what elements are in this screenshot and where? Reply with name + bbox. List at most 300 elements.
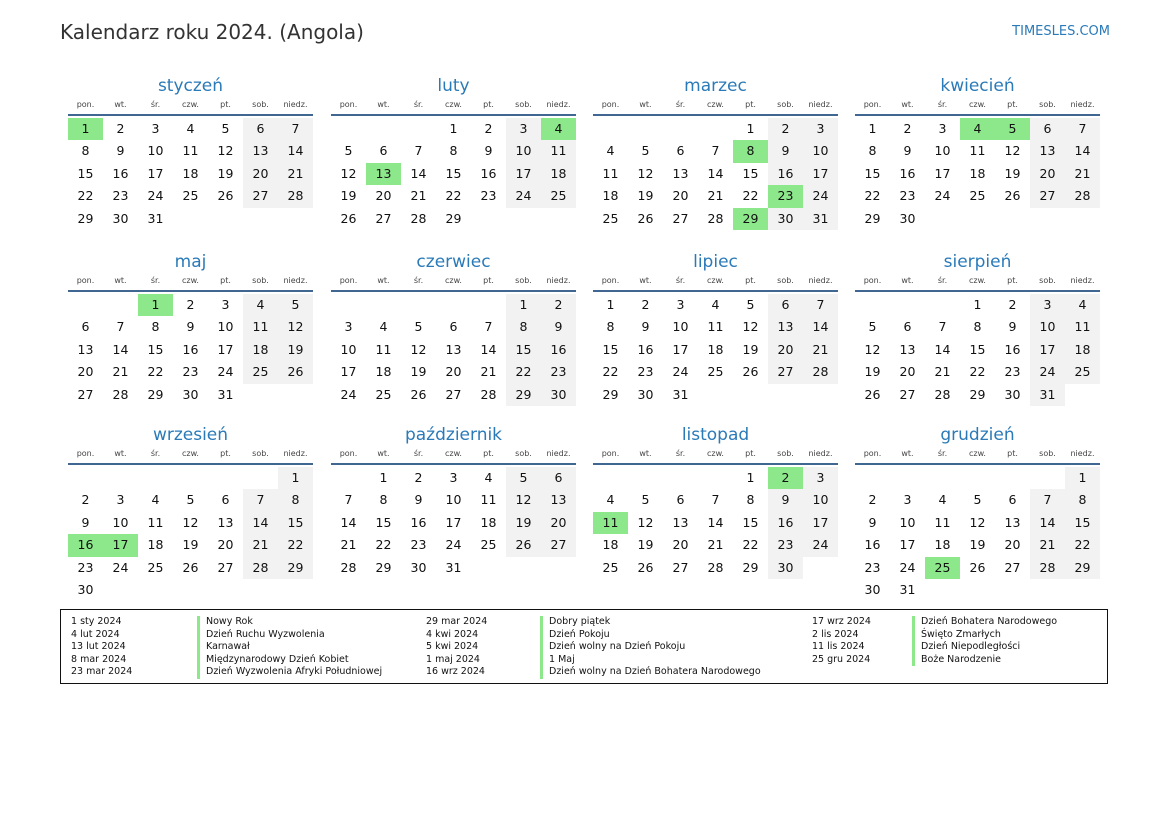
- day-cell: 5: [973, 492, 982, 508]
- day-cell: 10: [147, 143, 164, 159]
- day-grid: [68, 294, 313, 406]
- day-cell: 15: [864, 165, 881, 181]
- weekday-label: niedz.: [283, 276, 308, 285]
- weekend-day-cell: 2: [541, 294, 576, 316]
- weekend-day-cell: 14: [1030, 512, 1065, 534]
- day-cell: 21: [340, 537, 357, 553]
- weekday-label: czw.: [182, 449, 199, 458]
- weekend-day-cell: 22: [1065, 534, 1100, 556]
- holiday-name: Dzień Wyzwolenia Afryki Południowej: [197, 666, 382, 679]
- holiday-day-cell: 29: [733, 208, 768, 230]
- empty-cell: [1030, 467, 1065, 489]
- holiday-day-cell: 23: [768, 185, 803, 207]
- weekend-day-cell: 13: [1030, 140, 1065, 162]
- weekend-day-cell: 21: [243, 534, 278, 556]
- weekday-label: czw.: [182, 100, 199, 109]
- weekend-day-cell: 7: [278, 118, 313, 140]
- day-cell: 23: [1004, 364, 1021, 380]
- day-cell: 12: [1004, 143, 1021, 159]
- day-cell: 11: [182, 143, 199, 159]
- weekday-label: wt.: [377, 276, 390, 285]
- day-cell: 6: [676, 492, 685, 508]
- day-cell: 6: [221, 492, 230, 508]
- weekend-day-cell: 5: [278, 294, 313, 316]
- holiday-day-cell: 4: [541, 118, 576, 140]
- weekend-day-cell: 13: [541, 489, 576, 511]
- day-cell: 13: [217, 514, 234, 530]
- day-grid: [855, 118, 1100, 230]
- day-cell: 8: [81, 143, 90, 159]
- weekday-label: niedz.: [283, 100, 308, 109]
- day-cell: 9: [641, 319, 650, 335]
- day-cell: 20: [672, 188, 689, 204]
- day-cell: 9: [116, 143, 125, 159]
- month-calendar: [331, 423, 576, 579]
- day-cell: 27: [672, 210, 689, 226]
- day-cell: 8: [379, 492, 388, 508]
- holiday-date: 1 sty 2024: [71, 616, 122, 627]
- day-cell: 4: [606, 143, 615, 159]
- weekend-day-cell: 1: [1065, 467, 1100, 489]
- day-cell: 21: [410, 188, 427, 204]
- weekday-label: śr.: [150, 449, 161, 458]
- weekday-label: śr.: [937, 100, 948, 109]
- holiday-date: 8 mar 2024: [71, 653, 127, 665]
- empty-cell: [331, 294, 366, 316]
- day-cell: 16: [410, 514, 427, 530]
- day-cell: 24: [934, 188, 951, 204]
- empty-cell: [401, 118, 436, 140]
- weekend-day-cell: 10: [1030, 316, 1065, 338]
- day-cell: 16: [480, 165, 497, 181]
- day-cell: 1: [379, 470, 388, 485]
- day-cell: 19: [637, 537, 654, 553]
- day-cell: 31: [899, 581, 916, 597]
- weekday-label: pt.: [745, 100, 756, 109]
- holiday-date: 23 mar 2024: [71, 666, 133, 677]
- day-cell: 28: [480, 386, 497, 402]
- day-grid: [331, 294, 576, 406]
- weekday-label: pon.: [601, 276, 620, 285]
- weekday-label: czw.: [182, 276, 199, 285]
- empty-cell: [925, 467, 960, 489]
- weekday-label: czw.: [707, 100, 724, 109]
- day-cell: 8: [868, 143, 877, 159]
- weekend-day-cell: 26: [506, 534, 541, 556]
- empty-cell: [103, 467, 138, 489]
- day-grid: [855, 294, 1100, 406]
- weekday-label: niedz.: [808, 449, 833, 458]
- day-grid: [855, 467, 1100, 601]
- weekend-day-cell: 6: [243, 118, 278, 140]
- weekend-day-cell: 29: [506, 384, 541, 406]
- weekday-label: wt.: [377, 449, 390, 458]
- weekday-label: śr.: [937, 276, 948, 285]
- day-cell: 13: [445, 341, 462, 357]
- weekday-label: sob.: [777, 276, 794, 285]
- empty-cell: [173, 467, 208, 489]
- day-cell: 29: [375, 559, 392, 575]
- weekday-label: pt.: [483, 449, 494, 458]
- weekend-day-cell: 19: [506, 512, 541, 534]
- day-cell: 25: [375, 386, 392, 402]
- day-cell: 9: [414, 492, 423, 508]
- day-cell: 20: [217, 537, 234, 553]
- weekend-day-cell: 25: [541, 185, 576, 207]
- day-cell: 1: [746, 470, 755, 485]
- day-cell: 8: [151, 319, 160, 335]
- weekday-label: pon.: [601, 100, 620, 109]
- month-calendar: [593, 423, 838, 579]
- day-cell: 25: [182, 188, 199, 204]
- day-cell: 5: [186, 492, 195, 508]
- month-name: grudzień: [940, 425, 1015, 445]
- weekday-label: niedz.: [1070, 276, 1095, 285]
- holiday-day-cell: 1: [68, 118, 103, 140]
- weekend-day-cell: 24: [1030, 361, 1065, 383]
- weekend-day-cell: 23: [768, 534, 803, 556]
- month-calendar: [331, 74, 576, 230]
- weekend-day-cell: 7: [1065, 118, 1100, 140]
- weekday-label: pt.: [745, 449, 756, 458]
- day-cell: 25: [480, 537, 497, 553]
- day-cell: 13: [899, 341, 916, 357]
- weekend-day-cell: 16: [768, 163, 803, 185]
- weekend-day-cell: 28: [803, 361, 838, 383]
- empty-cell: [628, 118, 663, 140]
- empty-cell: [593, 467, 628, 489]
- day-cell: 16: [112, 165, 129, 181]
- day-cell: 31: [445, 559, 462, 575]
- day-cell: 11: [602, 165, 619, 181]
- day-cell: 16: [899, 165, 916, 181]
- weekend-day-cell: 29: [278, 557, 313, 579]
- weekday-label: sob.: [777, 100, 794, 109]
- day-cell: 3: [151, 121, 160, 136]
- day-cell: 18: [375, 364, 392, 380]
- day-cell: 14: [707, 514, 724, 530]
- day-cell: 7: [344, 492, 353, 508]
- weekday-label: wt.: [639, 276, 652, 285]
- day-cell: 12: [742, 319, 759, 335]
- day-cell: 26: [1004, 188, 1021, 204]
- day-cell: 29: [77, 210, 94, 226]
- empty-cell: [331, 118, 366, 140]
- weekend-day-cell: 3: [803, 118, 838, 140]
- day-cell: 18: [480, 514, 497, 530]
- site-link[interactable]: TIMESLES.COM: [1012, 24, 1110, 39]
- day-cell: 22: [77, 188, 94, 204]
- weekend-day-cell: 17: [803, 163, 838, 185]
- weekend-day-cell: 7: [803, 294, 838, 316]
- day-cell: 19: [969, 537, 986, 553]
- weekend-day-cell: 5: [506, 467, 541, 489]
- day-cell: 15: [742, 514, 759, 530]
- day-cell: 23: [899, 188, 916, 204]
- weekday-label: wt.: [901, 276, 914, 285]
- day-cell: 28: [934, 386, 951, 402]
- day-cell: 13: [77, 341, 94, 357]
- weekday-label: pt.: [483, 276, 494, 285]
- day-grid: [331, 118, 576, 230]
- day-cell: 12: [637, 165, 654, 181]
- weekend-day-cell: 28: [278, 185, 313, 207]
- day-cell: 15: [147, 341, 164, 357]
- weekday-label: pt.: [1007, 276, 1018, 285]
- day-cell: 20: [899, 364, 916, 380]
- weekend-day-cell: 3: [506, 118, 541, 140]
- weekday-label: pt.: [1007, 449, 1018, 458]
- day-cell: 29: [445, 210, 462, 226]
- weekday-label: czw.: [445, 449, 462, 458]
- day-cell: 3: [449, 470, 458, 485]
- weekday-label: pon.: [339, 449, 358, 458]
- day-cell: 19: [410, 364, 427, 380]
- weekday-label: sob.: [1039, 449, 1056, 458]
- day-cell: 23: [410, 537, 427, 553]
- empty-cell: [138, 467, 173, 489]
- day-cell: 15: [742, 165, 759, 181]
- weekday-label: niedz.: [1070, 100, 1095, 109]
- day-cell: 24: [899, 559, 916, 575]
- weekend-day-cell: 11: [541, 140, 576, 162]
- weekend-day-cell: 1: [506, 294, 541, 316]
- weekend-day-cell: 8: [1065, 489, 1100, 511]
- day-cell: 21: [707, 537, 724, 553]
- day-cell: 23: [864, 559, 881, 575]
- day-cell: 14: [112, 341, 129, 357]
- day-cell: 30: [1004, 386, 1021, 402]
- day-grid: [331, 467, 576, 579]
- weekend-day-cell: 13: [768, 316, 803, 338]
- day-cell: 17: [147, 165, 164, 181]
- weekday-header: [593, 449, 838, 465]
- day-cell: 17: [934, 165, 951, 181]
- day-cell: 13: [672, 165, 689, 181]
- weekday-header: [331, 449, 576, 465]
- weekday-label: wt.: [901, 100, 914, 109]
- weekend-day-cell: 21: [1030, 534, 1065, 556]
- empty-cell: [593, 118, 628, 140]
- weekday-label: czw.: [445, 100, 462, 109]
- holiday-date: 25 gru 2024: [812, 653, 871, 665]
- holiday-day-cell: 16: [68, 534, 103, 556]
- day-cell: 9: [868, 514, 877, 530]
- weekend-day-cell: 27: [243, 185, 278, 207]
- month-name: marzec: [684, 76, 747, 96]
- weekend-day-cell: 14: [278, 140, 313, 162]
- day-cell: 22: [969, 364, 986, 380]
- day-cell: 9: [1008, 319, 1017, 335]
- day-cell: 4: [186, 121, 195, 136]
- empty-cell: [366, 118, 401, 140]
- day-cell: 17: [899, 537, 916, 553]
- weekday-label: śr.: [413, 276, 424, 285]
- day-cell: 17: [445, 514, 462, 530]
- day-cell: 28: [707, 210, 724, 226]
- holiday-day-cell: 25: [925, 557, 960, 579]
- day-cell: 2: [414, 470, 423, 485]
- weekday-label: pon.: [863, 276, 882, 285]
- day-cell: 24: [445, 537, 462, 553]
- weekday-label: sob.: [1039, 276, 1056, 285]
- weekday-label: niedz.: [808, 100, 833, 109]
- day-cell: 31: [672, 386, 689, 402]
- month-calendar: [855, 250, 1100, 406]
- month-name: maj: [174, 252, 207, 272]
- weekday-header: [68, 276, 313, 292]
- empty-cell: [890, 467, 925, 489]
- weekend-day-cell: 26: [278, 361, 313, 383]
- day-cell: 14: [410, 165, 427, 181]
- day-cell: 10: [217, 319, 234, 335]
- day-cell: 26: [217, 188, 234, 204]
- weekday-header: [855, 100, 1100, 116]
- day-cell: 6: [1008, 492, 1017, 508]
- day-cell: 5: [641, 143, 650, 159]
- day-cell: 18: [147, 537, 164, 553]
- day-cell: 5: [641, 492, 650, 508]
- day-cell: 21: [707, 188, 724, 204]
- empty-cell: [890, 294, 925, 316]
- day-cell: 30: [899, 210, 916, 226]
- month-name: luty: [437, 76, 470, 96]
- day-cell: 16: [182, 341, 199, 357]
- day-cell: 31: [217, 386, 234, 402]
- holiday-name: Dzień wolny na Dzień Bohatera Narodowego: [540, 666, 761, 679]
- day-cell: 22: [602, 364, 619, 380]
- day-cell: 2: [484, 121, 493, 136]
- weekday-label: pon.: [863, 100, 882, 109]
- day-cell: 2: [186, 297, 195, 312]
- weekend-day-cell: 6: [541, 467, 576, 489]
- day-cell: 26: [742, 364, 759, 380]
- holiday-name: Dzień Ruchu Wyzwolenia: [197, 629, 325, 642]
- weekend-day-cell: 2: [768, 118, 803, 140]
- weekday-label: czw.: [707, 276, 724, 285]
- day-cell: 29: [864, 210, 881, 226]
- weekend-day-cell: 9: [541, 316, 576, 338]
- weekday-label: niedz.: [546, 276, 571, 285]
- day-cell: 7: [116, 319, 125, 335]
- day-cell: 5: [344, 143, 353, 159]
- weekday-label: pt.: [483, 100, 494, 109]
- day-cell: 5: [414, 319, 423, 335]
- holiday-name: Boże Narodzenie: [912, 654, 1001, 667]
- holiday-day-cell: 5: [995, 118, 1030, 140]
- day-cell: 26: [637, 559, 654, 575]
- day-cell: 6: [379, 143, 388, 159]
- weekday-label: śr.: [413, 449, 424, 458]
- weekday-label: niedz.: [283, 449, 308, 458]
- weekend-day-cell: 8: [278, 489, 313, 511]
- weekend-day-cell: 17: [803, 512, 838, 534]
- weekday-label: wt.: [114, 276, 127, 285]
- weekend-day-cell: 25: [243, 361, 278, 383]
- day-cell: 7: [484, 319, 493, 335]
- day-grid: [593, 467, 838, 579]
- day-cell: 3: [903, 492, 912, 508]
- weekend-day-cell: 18: [243, 339, 278, 361]
- weekday-label: wt.: [114, 100, 127, 109]
- empty-cell: [855, 467, 890, 489]
- empty-cell: [960, 467, 995, 489]
- empty-cell: [331, 467, 366, 489]
- day-cell: 24: [340, 386, 357, 402]
- holiday-name: Dzień Bohatera Narodowego: [912, 616, 1057, 629]
- day-cell: 26: [182, 559, 199, 575]
- weekend-day-cell: 29: [1065, 557, 1100, 579]
- day-cell: 5: [868, 319, 877, 335]
- weekend-day-cell: 24: [506, 185, 541, 207]
- day-cell: 3: [221, 297, 230, 312]
- month-name: styczeń: [157, 76, 224, 96]
- day-cell: 18: [602, 188, 619, 204]
- weekend-day-cell: 9: [768, 489, 803, 511]
- day-cell: 28: [410, 210, 427, 226]
- holiday-name: Dzień Niepodległości: [912, 641, 1020, 654]
- day-cell: 11: [480, 492, 497, 508]
- weekend-day-cell: 9: [768, 140, 803, 162]
- empty-cell: [68, 294, 103, 316]
- day-cell: 6: [903, 319, 912, 335]
- day-cell: 11: [375, 341, 392, 357]
- weekend-day-cell: 8: [506, 316, 541, 338]
- day-cell: 20: [77, 364, 94, 380]
- empty-cell: [698, 467, 733, 489]
- day-cell: 29: [147, 386, 164, 402]
- weekend-day-cell: 10: [803, 489, 838, 511]
- day-cell: 11: [707, 319, 724, 335]
- weekday-label: sob.: [515, 100, 532, 109]
- day-cell: 29: [969, 386, 986, 402]
- day-cell: 12: [410, 341, 427, 357]
- weekday-label: czw.: [707, 449, 724, 458]
- holiday-name: 1 Maj: [540, 654, 575, 667]
- holiday-day-cell: 13: [366, 163, 401, 185]
- empty-cell: [366, 294, 401, 316]
- day-cell: 26: [864, 386, 881, 402]
- day-cell: 27: [672, 559, 689, 575]
- day-cell: 30: [112, 210, 129, 226]
- weekend-day-cell: 16: [541, 339, 576, 361]
- day-cell: 25: [602, 210, 619, 226]
- weekend-day-cell: 27: [1030, 185, 1065, 207]
- day-cell: 21: [112, 364, 129, 380]
- weekend-day-cell: 12: [278, 316, 313, 338]
- weekday-label: pon.: [339, 100, 358, 109]
- holiday-date: 4 lut 2024: [71, 628, 120, 640]
- day-cell: 11: [147, 514, 164, 530]
- empty-cell: [436, 294, 471, 316]
- day-cell: 1: [973, 297, 982, 312]
- day-cell: 14: [934, 341, 951, 357]
- weekday-label: pt.: [220, 100, 231, 109]
- holiday-name: Dobry piątek: [540, 616, 610, 629]
- day-cell: 9: [903, 143, 912, 159]
- day-cell: 6: [449, 319, 458, 335]
- day-cell: 3: [116, 492, 125, 508]
- day-cell: 20: [445, 364, 462, 380]
- weekend-day-cell: 28: [1065, 185, 1100, 207]
- day-cell: 14: [340, 514, 357, 530]
- day-cell: 11: [934, 514, 951, 530]
- day-cell: 27: [217, 559, 234, 575]
- day-cell: 21: [480, 364, 497, 380]
- weekday-label: pt.: [220, 276, 231, 285]
- day-cell: 8: [606, 319, 615, 335]
- weekend-day-cell: 15: [1065, 512, 1100, 534]
